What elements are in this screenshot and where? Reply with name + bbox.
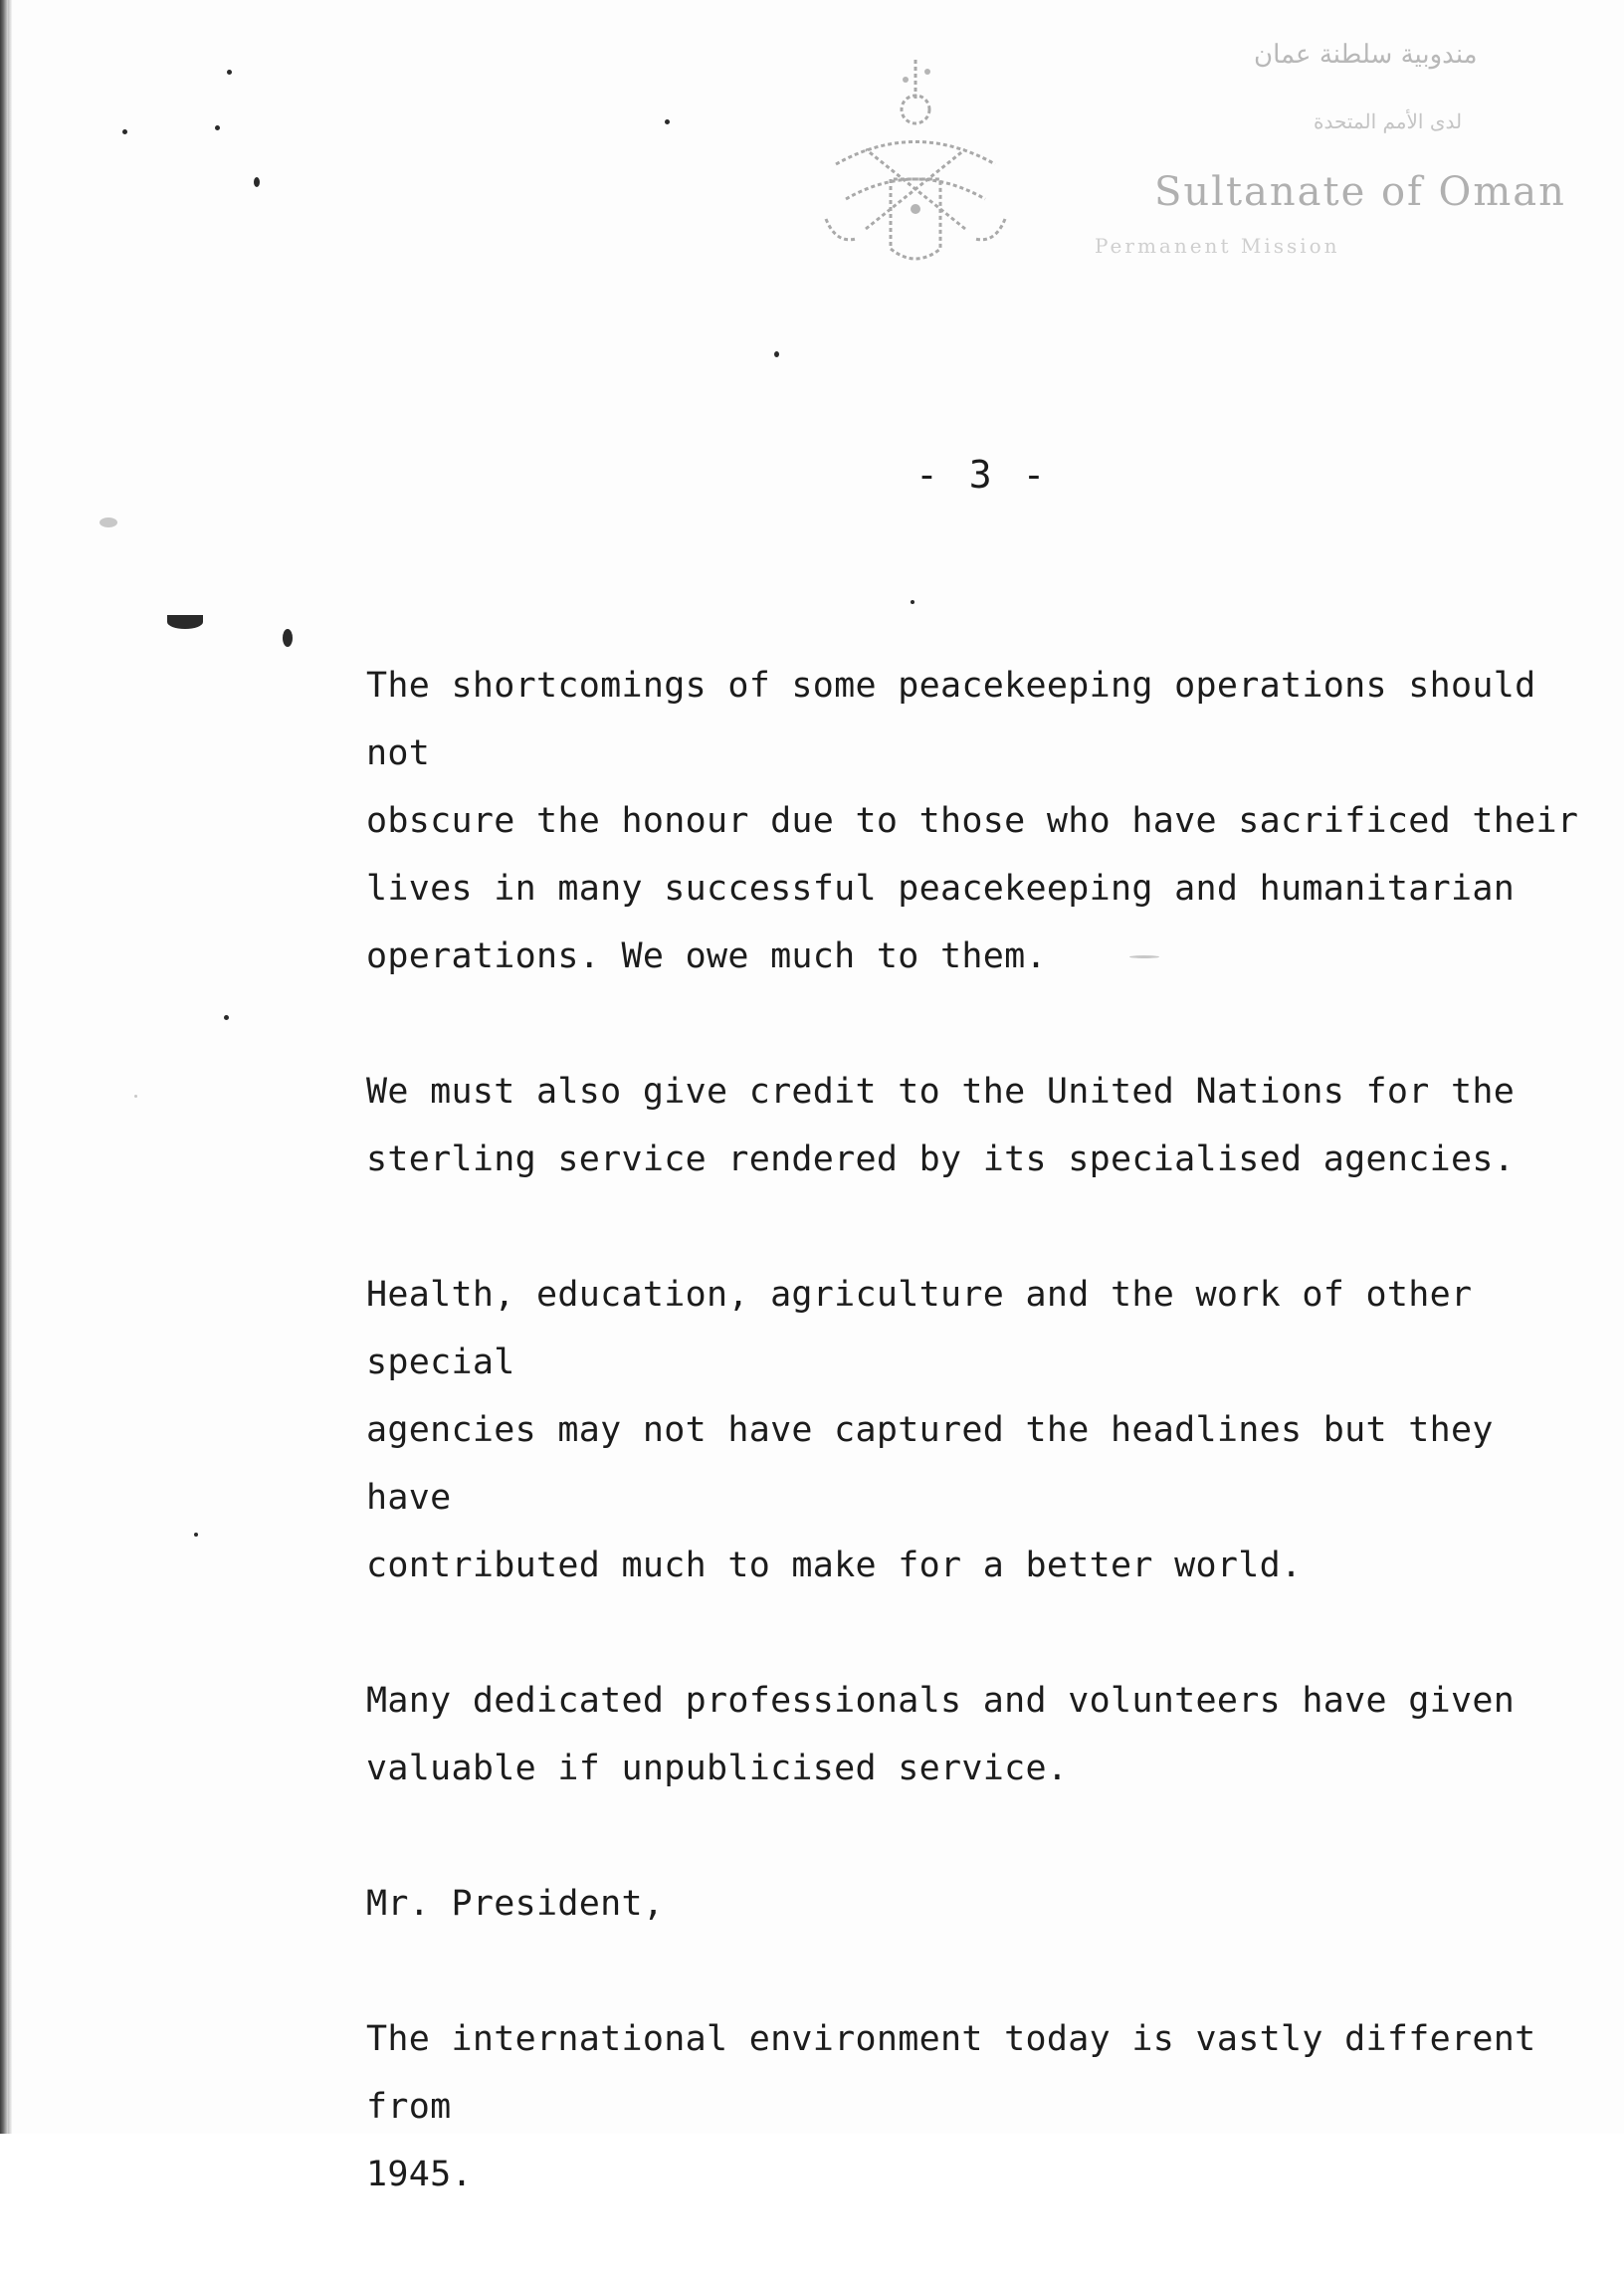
letterhead: [776, 30, 1602, 279]
page-number: - 3 -: [915, 453, 1050, 497]
scan-speck: [100, 517, 117, 527]
salutation: Mr. President,: [366, 1884, 665, 1924]
paragraph-peacekeeping: The shortcomings of some peacekeeping operations should not obscure the honour due to those who have sacrificed their lives in many successful peacekeeping and humanitarian operations. We owe much to them.: [366, 666, 1579, 976]
scan-speck: [774, 351, 779, 357]
scan-speck: [194, 1533, 198, 1537]
body-text: [366, 652, 1590, 2276]
letterhead-english-subtitle: Permanent Mission: [1095, 234, 1340, 258]
scan-speck: [224, 1015, 229, 1020]
scan-speck: [227, 70, 232, 75]
letterhead-arabic-subtitle: لدى الأمم المتحدة: [1314, 109, 1463, 133]
scan-speck: [122, 129, 127, 134]
paragraph-international-environment: The international environment today is vastly different from 1945.: [366, 2019, 1536, 2194]
coat-of-arms-icon: [796, 50, 1035, 279]
scan-speck: [665, 119, 670, 124]
scan-speck: [134, 1095, 137, 1098]
scan-speck: [283, 629, 293, 647]
scan-speck: [215, 125, 220, 130]
letterhead-english-title: Sultanate of Oman: [1154, 169, 1566, 215]
scan-speck: [911, 600, 914, 604]
paragraph-health-education: Health, education, agriculture and the work of other special agencies may not have captured the headlines but they have contributed much to make for a better world.: [366, 1275, 1494, 1585]
scan-edge: [0, 0, 8, 2134]
scan-speck: [167, 615, 203, 629]
paragraph-specialised-agencies: We must also give credit to the United Nations for the sterling service rendered by its specialised agencies.: [366, 1072, 1516, 1179]
paragraph-volunteers: Many dedicated professionals and volunteers have given valuable if unpublicised service.: [366, 1681, 1516, 1788]
scan-edge-highlight: [8, 0, 12, 2134]
letterhead-arabic-title: مندوبية سلطنة عمان: [1254, 40, 1478, 70]
scan-speck: [254, 177, 260, 187]
